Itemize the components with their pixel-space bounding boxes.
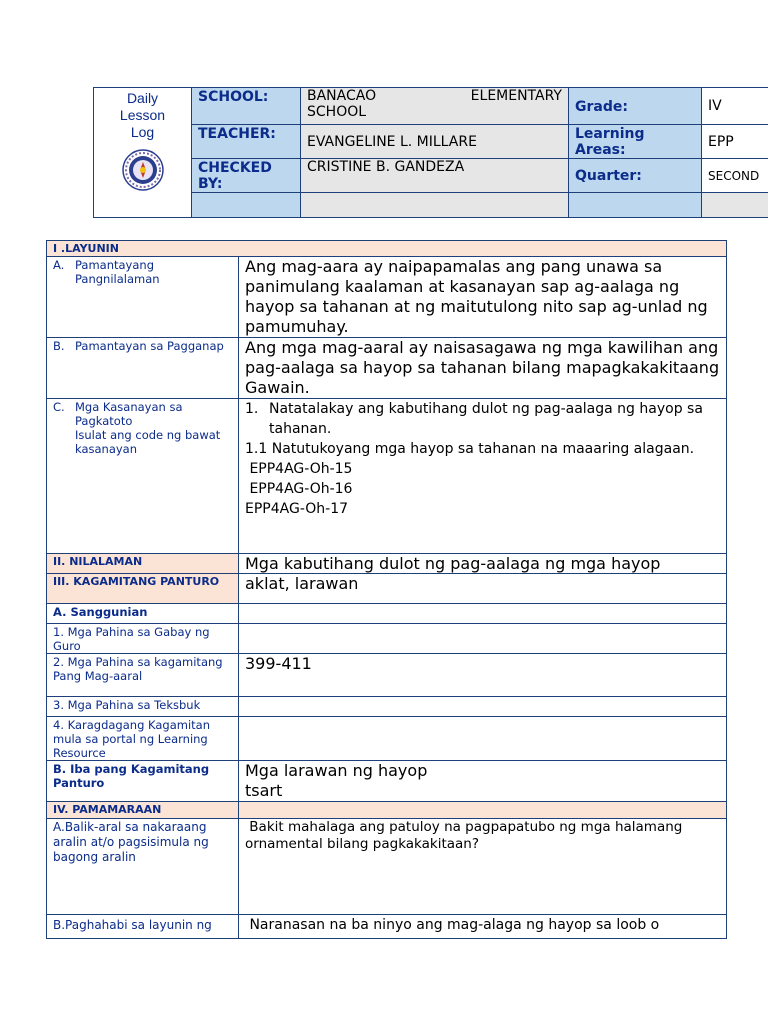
karagdagang-kagamitan-label: 4. Karagdagang Kagamitan mula sa portal ng Learning Resource [47, 717, 239, 761]
balik-aral-value: Bakit mahalaga ang patuloy na pagpapatubo ng mga halamang ornamental bilang pagkakakitaan? [239, 819, 727, 915]
empty-value-cell [301, 193, 569, 218]
teacher-value: EVANGELINE L. MILLARE [301, 125, 569, 159]
paghahabi-label: B.Paghahabi sa layunin ng [47, 915, 239, 939]
section-nilalaman-heading: II. NILALAMAN [47, 554, 239, 574]
kagamitan-value: aklat, larawan [239, 574, 727, 604]
section-kagamitan-heading: III. KAGAMITANG PANTURO [47, 574, 239, 604]
layunin-c-value: 1. Natatalakay ang kabutihang dulot ng pag-aalaga ng hayop sa tahanan. 1.1 Natutukoyang mga hayop sa tahanan na maaaring alagaan. EPP4AG-Oh-15 EPP4AG-Oh-16 EPP4AG-Oh-17 [239, 399, 727, 554]
competency-code: EPP4AG-Oh-16 [245, 481, 353, 497]
karagdagang-kagamitan-value [239, 717, 727, 761]
school-label: SCHOOL: [192, 88, 301, 125]
iba-pang-kagamitan-value: Mga larawan ng hayop tsart [239, 761, 727, 802]
competency-code: EPP4AG-Oh-17 [245, 501, 349, 517]
section-pamamaraan-fill [239, 802, 727, 819]
kagamitang-mag-aaral-label: 2. Mga Pahina sa kagamitang Pang Mag-aaral [47, 654, 239, 697]
sanggunian-value [239, 604, 727, 624]
layunin-b-value: Ang mga mag-aaral ay naisasagawa ng mga kawilihan ang pag-aalaga sa hayop sa tahanan bilang mapagkakakitaang Gawain. [239, 338, 727, 399]
learning-areas-value: EPP [702, 125, 768, 159]
teksbuk-value [239, 697, 727, 717]
layunin-a-label: A. Pamantayang Pangnilalaman [47, 257, 239, 338]
layunin-a-value: Ang mag-aara ay naipapamalas ang pang unawa sa panimulang kaalaman at kasanayan sap ag-aalaga ng hayop sa tahanan at ng maitutulong nito sap ag-unlad ng pamumuhay. [239, 257, 727, 338]
iba-pang-kagamitan-label: B. Iba pang Kagamitang Panturo [47, 761, 239, 802]
empty-label-cell-2 [569, 193, 702, 218]
lesson-table [46, 240, 727, 939]
learning-areas-label: Learning Areas: [569, 125, 702, 159]
section-layunin-heading: I .LAYUNIN [47, 241, 727, 257]
empty-value-cell-2 [702, 193, 768, 218]
layunin-c-label: C. Mga Kasanayan sa Pagkatoto Isulat ang code ng bawat kasanayan [47, 399, 239, 554]
sanggunian-label: A. Sanggunian [47, 604, 239, 624]
teacher-label: TEACHER: [192, 125, 301, 159]
competency-code: EPP4AG-Oh-15 [245, 461, 353, 477]
checked-by-label: CHECKED BY: [192, 159, 301, 193]
grade-value: IV [702, 88, 768, 125]
balik-aral-label: A.Balik-aral sa nakaraang aralin at/o pagsisimula ng bagong aralin [47, 819, 239, 915]
nilalaman-value: Mga kabutihang dulot ng pag-aalaga ng mga hayop [239, 554, 727, 574]
section-pamamaraan-heading: IV. PAMAMARAAN [47, 802, 239, 819]
header-table [93, 87, 768, 218]
layunin-b-label: B. Pamantayan sa Pagganap [47, 338, 239, 399]
teksbuk-label: 3. Mga Pahina sa Teksbuk [47, 697, 239, 717]
checked-by-value: CRISTINE B. GANDEZA [301, 159, 569, 193]
kagamitang-mag-aaral-value: 399-411 [239, 654, 727, 697]
document-title: Daily Lesson Log [119, 90, 166, 140]
quarter-label: Quarter: [569, 159, 702, 193]
gabay-guro-label: 1. Mga Pahina sa Gabay ng Guro [47, 624, 239, 654]
quarter-value: SECOND [702, 159, 768, 193]
empty-label-cell [192, 193, 301, 218]
deped-seal-logo [122, 149, 164, 191]
gabay-guro-value [239, 624, 727, 654]
paghahabi-value: Naranasan na ba ninyo ang mag-alaga ng hayop sa loob o [239, 915, 727, 939]
school-value: BANACAO ELEMENTARY SCHOOL [301, 88, 569, 125]
title-logo-cell [94, 88, 192, 218]
grade-label: Grade: [569, 88, 702, 125]
